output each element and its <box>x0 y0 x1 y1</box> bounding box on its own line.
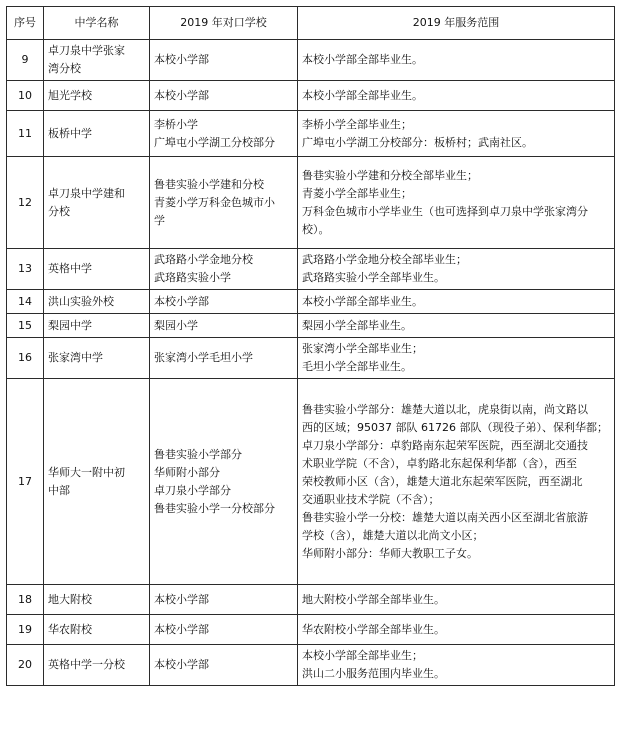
service-range-cell-line: 西的区域；95037 部队 61726 部队（现役子弟）、保利华都； <box>302 420 608 434</box>
table-row <box>7 111 615 157</box>
service-range-cell-line: 洪山二小服务范围内毕业生。 <box>302 667 445 680</box>
school-name-cell-line: 湾分校 <box>48 62 81 75</box>
row-number: 18 <box>7 585 44 615</box>
service-range-cell-line: 李桥小学全部毕业生； <box>302 117 412 131</box>
table-row <box>7 249 615 290</box>
target-school-cell <box>150 379 298 585</box>
school-name-cell-line: 华师大一附中初 <box>48 465 125 479</box>
row-number: 9 <box>7 40 44 81</box>
target-school-cell-line: 华师附小部分 <box>154 465 220 479</box>
service-range-cell <box>298 249 615 290</box>
target-school-cell <box>150 290 298 314</box>
service-range-cell-line: 交通职业技术学院（不含）； <box>302 492 440 506</box>
service-range-cell-line: 武珞路小学金地分校全部毕业生； <box>302 253 467 266</box>
service-range-cell-line: 武珞路实验小学全部毕业生。 <box>302 271 445 284</box>
target-school-cell-line: 本校小学部 <box>154 658 209 671</box>
table-row <box>7 379 615 585</box>
target-school-cell-line: 鲁巷实验小学建和分校 <box>154 177 264 191</box>
row-number: 17 <box>7 379 44 585</box>
target-school-cell <box>150 81 298 111</box>
school-name-cell <box>44 645 150 686</box>
table-row <box>7 585 615 615</box>
service-range-cell-line: 本校小学部全部毕业生。 <box>302 294 423 308</box>
target-school-cell <box>150 615 298 645</box>
service-range-cell-line: 本校小学部全部毕业生。 <box>302 53 423 66</box>
service-range-cell-line: 本校小学部全部毕业生； <box>302 649 423 662</box>
school-name-cell-line: 张家湾中学 <box>48 351 103 364</box>
service-range-cell-line: 华农附校小学部全部毕业生。 <box>302 622 445 636</box>
target-school-cell-line: 鲁巷实验小学部分 <box>154 447 242 461</box>
service-range-cell-line: 鲁巷实验小学部分：雄楚大道以北，虎泉街以南，尚文路以 <box>302 402 588 416</box>
row-number: 16 <box>7 338 44 379</box>
table-row <box>7 81 615 111</box>
target-school-cell-line: 卓刀泉小学部分 <box>154 483 231 497</box>
service-range-cell-line: 广埠屯小学湖工分校部分：板桥村；武南社区。 <box>302 135 533 149</box>
target-school-cell-line: 本校小学部 <box>154 622 209 636</box>
service-range-cell-line: 毛坦小学全部毕业生。 <box>302 360 412 373</box>
service-range-cell-line: 校）。 <box>302 222 330 236</box>
table-row <box>7 290 615 314</box>
school-name-cell-line: 卓刀泉中学建和 <box>48 186 125 200</box>
target-school-cell <box>150 249 298 290</box>
target-school-cell-line: 李桥小学 <box>154 117 198 131</box>
school-name-cell-line: 分校 <box>48 204 70 218</box>
service-range-cell-line: 鲁巷实验小学一分校：雄楚大道以南关西小区至湖北省旅游 <box>302 510 588 524</box>
table-row <box>7 157 615 249</box>
school-name-cell-line: 中部 <box>48 483 70 497</box>
school-service-table <box>6 6 615 686</box>
service-range-cell <box>298 615 615 645</box>
target-school-cell <box>150 157 298 249</box>
row-number: 15 <box>7 314 44 338</box>
target-school-cell <box>150 40 298 81</box>
target-school-cell-line: 鲁巷实验小学一分校部分 <box>154 501 275 515</box>
table-row <box>7 615 615 645</box>
service-range-cell-line: 梨园小学全部毕业生。 <box>302 318 412 332</box>
school-name-cell-line: 地大附校 <box>48 592 92 606</box>
service-range-cell-line: 万科金色城市小学毕业生（也可选择到卓刀泉中学张家湾分 <box>302 204 588 218</box>
target-school-cell <box>150 111 298 157</box>
header-service: 2019 年服务范围 <box>298 7 615 40</box>
target-school-cell <box>150 338 298 379</box>
school-name-cell <box>44 157 150 249</box>
header-no: 序号 <box>7 7 44 40</box>
service-range-cell-line: 术职业学院（不含），卓豹路北东起保利华都（含），西至 <box>302 456 577 470</box>
row-number: 14 <box>7 290 44 314</box>
school-name-cell <box>44 338 150 379</box>
service-range-cell <box>298 81 615 111</box>
service-range-cell-line: 青菱小学全部毕业生； <box>302 186 412 200</box>
school-name-cell-line: 英格中学一分校 <box>48 658 125 671</box>
service-range-cell <box>298 40 615 81</box>
service-range-cell-line: 学校（含），雄楚大道以北尚文小区； <box>302 528 484 542</box>
table-row <box>7 645 615 686</box>
school-name-cell-line: 英格中学 <box>48 262 92 275</box>
school-name-cell <box>44 314 150 338</box>
service-range-cell-line: 张家湾小学全部毕业生； <box>302 342 423 355</box>
service-range-cell <box>298 290 615 314</box>
school-name-cell-line: 板桥中学 <box>48 126 92 140</box>
target-school-cell-line: 本校小学部 <box>154 88 209 102</box>
service-range-cell <box>298 338 615 379</box>
table-row <box>7 314 615 338</box>
enrollment-table-container <box>6 6 614 686</box>
header-school: 中学名称 <box>44 7 150 40</box>
target-school-cell-line: 学 <box>154 213 165 227</box>
target-school-cell-line: 广埠屯小学湖工分校部分 <box>154 135 275 149</box>
school-name-cell <box>44 290 150 314</box>
row-number: 12 <box>7 157 44 249</box>
service-range-cell-line: 卓刀泉小学部分：卓豹路南东起荣军医院，西至湖北交通技 <box>302 438 588 452</box>
target-school-cell-line: 武珞路实验小学 <box>154 271 231 284</box>
service-range-cell-line: 荣校教师小区（含），雄楚大道北东起荣军医院，西至湖北 <box>302 474 583 488</box>
school-name-cell-line: 华农附校 <box>48 622 92 636</box>
row-number: 20 <box>7 645 44 686</box>
service-range-cell-line: 华师附小部分：华师大教职工子女。 <box>302 546 478 560</box>
target-school-cell-line: 梨园小学 <box>154 318 198 332</box>
service-range-cell <box>298 314 615 338</box>
row-number: 10 <box>7 81 44 111</box>
row-number: 13 <box>7 249 44 290</box>
target-school-cell-line: 本校小学部 <box>154 294 209 308</box>
service-range-cell-line: 地大附校小学部全部毕业生。 <box>302 592 445 606</box>
service-range-cell-line: 鲁巷实验小学建和分校全部毕业生； <box>302 168 478 182</box>
table-body <box>7 40 615 686</box>
table-header-row <box>7 7 615 40</box>
target-school-cell-line: 青菱小学万科金色城市小 <box>154 195 275 209</box>
service-range-cell <box>298 157 615 249</box>
service-range-cell <box>298 111 615 157</box>
target-school-cell <box>150 585 298 615</box>
service-range-cell-line: 本校小学部全部毕业生。 <box>302 88 423 102</box>
target-school-cell <box>150 645 298 686</box>
school-name-cell-line: 梨园中学 <box>48 318 92 332</box>
header-target: 2019 年对口学校 <box>150 7 298 40</box>
school-name-cell <box>44 615 150 645</box>
target-school-cell-line: 本校小学部 <box>154 592 209 606</box>
target-school-cell-line: 本校小学部 <box>154 53 209 66</box>
target-school-cell-line: 张家湾小学毛坦小学 <box>154 351 253 364</box>
school-name-cell-line: 旭光学校 <box>48 88 92 102</box>
service-range-cell <box>298 379 615 585</box>
school-name-cell <box>44 111 150 157</box>
school-name-cell <box>44 40 150 81</box>
target-school-cell-line: 武珞路小学金地分校 <box>154 253 253 266</box>
row-number: 11 <box>7 111 44 157</box>
school-name-cell-line: 洪山实验外校 <box>48 294 114 308</box>
school-name-cell <box>44 81 150 111</box>
school-name-cell <box>44 585 150 615</box>
school-name-cell-line: 卓刀泉中学张家 <box>48 44 125 57</box>
table-row <box>7 40 615 81</box>
school-name-cell <box>44 379 150 585</box>
row-number: 19 <box>7 615 44 645</box>
table-row <box>7 338 615 379</box>
service-range-cell <box>298 645 615 686</box>
service-range-cell <box>298 585 615 615</box>
school-name-cell <box>44 249 150 290</box>
target-school-cell <box>150 314 298 338</box>
